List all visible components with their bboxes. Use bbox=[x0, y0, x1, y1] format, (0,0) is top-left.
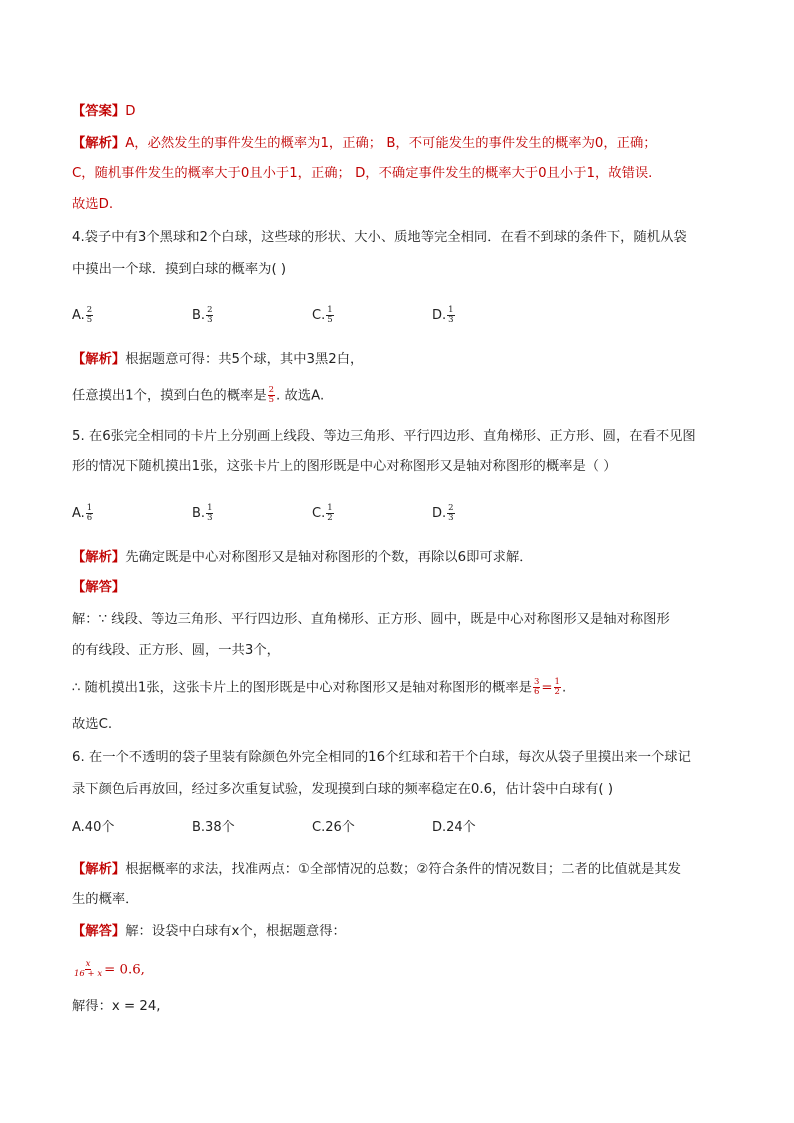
q6-analysis-line1 bbox=[72, 860, 681, 880]
q6-option-b: B.38个 bbox=[192, 820, 235, 835]
option-fraction bbox=[206, 306, 213, 325]
q5-conclusion: 故选C. bbox=[72, 717, 113, 732]
q4-analysis-line2 bbox=[72, 386, 324, 407]
q5-solution-label bbox=[72, 578, 125, 598]
q3-analysis-line2: C，随机事件发生的概率大于0且小于1，正确； D，不确定事件发生的概率大于0且小于1，故错误. bbox=[72, 166, 653, 181]
frac-numerator: 1 bbox=[86, 503, 93, 513]
frac-denominator: 6 bbox=[533, 687, 540, 697]
q4-option-c bbox=[312, 306, 335, 326]
q4-option-b bbox=[192, 306, 214, 326]
option-fraction bbox=[326, 504, 333, 523]
q5-solution-line3 bbox=[72, 678, 566, 699]
q6-stem-line1: 6. 在一个不透明的袋子里装有除颜色外完全相同的16个红球和若干个白球，每次从袋子里摸出来一个球记 bbox=[72, 750, 691, 765]
frac-numerator: 1 bbox=[448, 305, 454, 315]
frac-numerator: 1 bbox=[207, 503, 213, 513]
option-letter: C. bbox=[312, 308, 326, 323]
equals-sign: = bbox=[541, 680, 553, 696]
q4-analysis-line1 bbox=[72, 350, 363, 370]
analysis-label: 【解析】 bbox=[72, 136, 126, 151]
frac-denominator: 5 bbox=[327, 315, 333, 325]
equation-fraction bbox=[73, 960, 103, 979]
solution-text: ∴ 随机摸出1张，这张卡片上的图形既是中心对称图形又是轴对称图形的概率是 bbox=[72, 680, 532, 696]
q5-stem-line2: 形的情况下随机摸出1张，这张卡片上的图形既是中心对称图形又是轴对称图形的概率是（ ） bbox=[72, 459, 617, 474]
answer-value: D bbox=[125, 104, 136, 119]
frac-denominator: 3 bbox=[448, 315, 454, 325]
option-letter: B. bbox=[192, 308, 206, 323]
analysis-label: 【解析】 bbox=[72, 550, 126, 565]
frac-numerator: 1 bbox=[554, 677, 560, 687]
q6-solution bbox=[72, 922, 346, 942]
q4-stem-line1: 4.袋子中有3个黑球和2个白球，这些球的形状、大小、质地等完全相同．在看不到球的条件下，随机从袋 bbox=[72, 230, 687, 245]
q6-option-d: D.24个 bbox=[432, 820, 476, 835]
frac-numerator: 2 bbox=[86, 305, 93, 315]
analysis-text: 任意摸出1个，摸到白色的概率是 bbox=[72, 388, 267, 404]
q4-option-a bbox=[72, 306, 94, 326]
option-fraction bbox=[326, 306, 333, 325]
frac-denominator: 2 bbox=[554, 687, 560, 697]
q5-stem-line1: 5. 在6张完全相同的卡片上分别画上线段、等边三角形、平行四边形、直角梯形、正方形、圆，在看不见图 bbox=[72, 429, 696, 444]
analysis-text: A，必然发生的事件发生的概率为1，正确； B，不可能发生的事件发生的概率为0，正确； bbox=[125, 136, 657, 151]
q3-conclusion: 故选D. bbox=[72, 197, 114, 212]
analysis-text: 根据题意可得：共5个球，其中3黑2白， bbox=[125, 352, 364, 367]
q6-option-a: A.40个 bbox=[72, 820, 115, 835]
option-letter: B. bbox=[192, 506, 206, 521]
frac-denominator: 3 bbox=[207, 513, 213, 523]
option-fraction bbox=[206, 504, 213, 523]
frac-denominator: 3 bbox=[207, 315, 213, 325]
solution-fraction bbox=[533, 678, 540, 697]
frac-numerator: 2 bbox=[268, 385, 275, 395]
solution-fraction bbox=[554, 678, 561, 697]
option-letter: A. bbox=[72, 308, 85, 323]
frac-denominator: 3 bbox=[448, 513, 454, 523]
option-letter: D. bbox=[432, 308, 447, 323]
frac-numerator: x bbox=[85, 959, 91, 969]
answer-label: 【答案】 bbox=[72, 104, 126, 119]
equation-rhs: = 0.6, bbox=[104, 962, 145, 978]
analysis-label: 【解析】 bbox=[72, 862, 126, 877]
frac-numerator: 2 bbox=[207, 305, 213, 315]
q6-equation bbox=[72, 960, 145, 981]
frac-numerator: 1 bbox=[327, 503, 333, 513]
analysis-fraction bbox=[268, 386, 275, 405]
q5-solution-line1: 解：∵ 线段、等边三角形、平行四边形、直角梯形、正方形、圆中，既是中心对称图形又是轴对称图形 bbox=[72, 612, 670, 627]
frac-numerator: 3 bbox=[533, 677, 540, 687]
frac-denominator: 5 bbox=[268, 395, 275, 405]
solution-text: 解：设袋中白球有x个，根据题意得： bbox=[125, 924, 346, 939]
analysis-text: 根据概率的求法，找准两点：①全部情况的总数；②符合条件的情况数目；二者的比值就是其发 bbox=[125, 862, 681, 877]
frac-denominator: 5 bbox=[86, 315, 93, 325]
q5-option-a bbox=[72, 504, 94, 524]
q6-analysis-line2: 生的概率． bbox=[72, 892, 139, 907]
result-text: 解得：x = 24, bbox=[72, 999, 161, 1014]
q4-stem-line2: 中摸出一个球．摸到白球的概率为( ) bbox=[72, 262, 287, 277]
frac-numerator: 2 bbox=[448, 503, 454, 513]
frac-numerator: 1 bbox=[327, 305, 333, 315]
option-fraction bbox=[86, 504, 93, 523]
analysis-text: 先确定既是中心对称图形又是轴对称图形的个数，再除以6即可求解． bbox=[125, 550, 533, 565]
q5-option-b bbox=[192, 504, 214, 524]
q6-option-c: C.26个 bbox=[312, 820, 355, 835]
analysis-label: 【解析】 bbox=[72, 352, 126, 367]
option-fraction bbox=[447, 504, 454, 523]
option-letter: D. bbox=[432, 506, 447, 521]
q6-stem-line2: 录下颜色后再放回，经过多次重复试验，发现摸到白球的频率稳定在0.6，估计袋中白球有( ) bbox=[72, 782, 614, 797]
solution-label: 【解答】 bbox=[72, 580, 126, 595]
q5-option-d bbox=[432, 504, 456, 524]
q5-option-c bbox=[312, 504, 335, 524]
option-fraction bbox=[447, 306, 454, 325]
frac-denominator: 2 bbox=[327, 513, 333, 523]
analysis-text: . 故选A. bbox=[276, 388, 325, 404]
q5-solution-line2: 的有线段、正方形、圆，一共3个， bbox=[72, 643, 280, 658]
option-fraction bbox=[86, 306, 93, 325]
q6-result bbox=[72, 997, 161, 1017]
frac-denominator: 6 bbox=[86, 513, 93, 523]
q3-analysis-line1 bbox=[72, 134, 657, 154]
solution-label: 【解答】 bbox=[72, 924, 126, 939]
option-letter: C. bbox=[312, 506, 326, 521]
q5-analysis bbox=[72, 548, 533, 568]
option-letter: A. bbox=[72, 506, 85, 521]
solution-text: . bbox=[561, 680, 567, 696]
frac-denominator: 16 + x bbox=[74, 969, 103, 979]
q3-answer-line bbox=[72, 102, 135, 122]
q4-option-d bbox=[432, 306, 456, 326]
